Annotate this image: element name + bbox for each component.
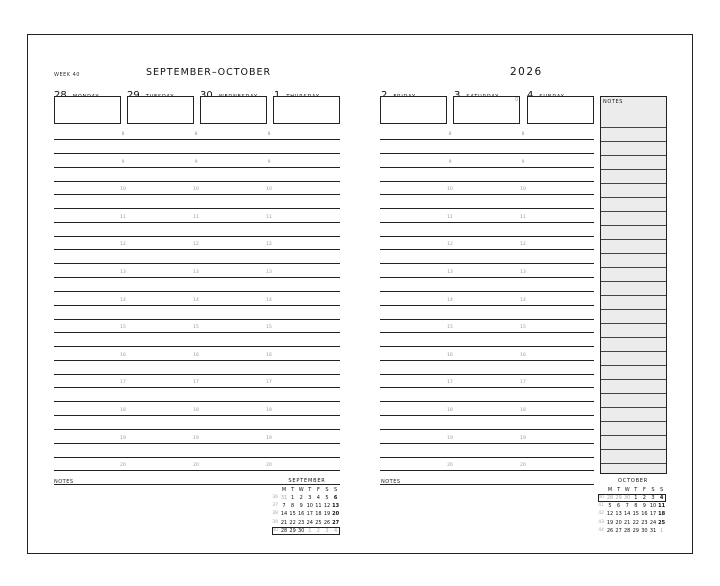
mini-calendar-day[interactable]: 1 [660,527,664,534]
right-hour-label: 10 [520,187,526,192]
right-hour-label: 20 [520,463,526,468]
notes-rule-line [601,295,666,296]
mini-calendar-day[interactable]: 4 [334,527,338,534]
hour-line [54,470,340,471]
week-label: WEEK 40 [54,72,80,78]
half-hour-line [54,374,340,375]
hour-line [380,277,594,278]
mini-calendar-day[interactable]: 14 [624,511,631,518]
left-hour-label: 20 [266,463,272,468]
mini-calendar-day[interactable]: 28 [606,495,614,501]
hour-line [380,387,594,388]
mini-calendar-weekday: F [316,487,320,493]
hour-line [380,167,594,168]
mini-calendar-day[interactable]: 4 [316,495,320,501]
hour-line [54,222,340,223]
mini-calendar-day[interactable]: 12 [323,503,331,510]
hour-line [380,139,594,140]
mini-calendar-october [598,478,668,538]
mini-calendar-day[interactable]: 27 [615,527,622,534]
half-hour-line [380,484,594,485]
notes-rule-line [601,239,666,240]
day-box-saturday[interactable] [453,96,520,124]
notes-rule-line [601,309,666,310]
notes-rule-line [601,421,666,422]
half-hour-line [54,457,340,458]
mini-calendar-day[interactable]: 3 [651,495,655,501]
half-hour-line [380,401,594,402]
half-hour-line [54,153,340,154]
left-hour-label: 18 [193,408,199,413]
mini-calendar-weekday: W [298,487,304,493]
half-hour-line [380,181,594,182]
notes-rule-line [601,379,666,380]
notes-rule-line [601,155,666,156]
mini-calendar-day[interactable]: 6 [617,503,621,510]
half-hour-line [54,181,340,182]
notes-label-left: NOTES [54,479,74,485]
notes-column-title: NOTES [603,99,624,105]
mini-calendar-day[interactable]: 2 [642,495,646,501]
notes-rule-line [601,337,666,338]
mini-calendar-day[interactable]: 5 [325,495,329,501]
mini-calendar-day[interactable]: 10 [649,503,657,510]
left-hour-label: 9 [267,160,271,165]
hour-line [54,305,340,306]
mini-calendar-weekday: S [651,487,655,493]
mini-calendar-week-number: 36 [272,495,278,500]
half-hour-line [380,208,594,209]
left-hour-label: 16 [193,353,199,358]
half-hour-line [380,153,594,154]
mini-calendar-day[interactable]: 14 [280,511,288,518]
mini-calendar-day[interactable]: 5 [608,503,612,510]
day-box-sunday[interactable] [527,96,594,124]
right-hour-label: 13 [447,270,453,275]
hour-line [380,470,594,471]
mini-calendar-day[interactable]: 25 [658,519,666,526]
mini-calendar-day[interactable]: 1 [308,527,312,534]
left-hour-label: 8 [267,132,271,137]
right-hour-label: 11 [520,215,526,220]
notes-rule-line [601,253,666,254]
mini-calendar-day[interactable]: 11 [315,503,322,510]
mini-calendar-day[interactable]: 7 [625,503,629,510]
current-week-highlight [272,527,340,535]
mini-calendar-day[interactable]: 16 [298,511,305,518]
mini-calendar-day[interactable]: 26 [606,527,614,534]
mini-calendar-day[interactable]: 15 [289,511,296,518]
month-range-title: SEPTEMBER–OCTOBER [146,67,272,78]
mini-calendar-day[interactable]: 18 [315,511,322,518]
left-hour-label: 16 [120,353,126,358]
right-hour-label: 14 [520,298,526,303]
half-hour-line [54,319,340,320]
mini-calendar-weekday: W [624,487,630,493]
mini-calendar-day[interactable]: 13 [332,503,340,510]
notes-rule-line [601,407,666,408]
mini-calendar-day[interactable]: 26 [323,519,331,526]
hour-line [380,415,594,416]
hour-line [54,360,340,361]
mini-calendar-day[interactable]: 28 [624,527,631,534]
mini-calendar-day[interactable]: 23 [641,519,648,526]
left-hour-label: 9 [194,160,198,165]
mini-calendar-day[interactable]: 9 [299,503,303,510]
left-hour-label: 20 [193,463,199,468]
mini-calendar-day[interactable]: 31 [649,527,657,534]
hour-line [380,332,594,333]
left-hour-label: 15 [120,325,126,330]
right-hour-label: 9 [521,160,525,165]
hour-line [380,443,594,444]
hour-line [54,139,340,140]
left-hour-label: 17 [120,380,126,385]
left-hour-label: 15 [193,325,199,330]
left-hour-label: 17 [193,380,199,385]
half-hour-line [380,236,594,237]
day-box-tuesday[interactable] [127,96,194,124]
notes-rule-line [601,351,666,352]
left-hour-label: 12 [120,242,126,247]
notes-rule-line [601,435,666,436]
left-hour-label: 17 [266,380,272,385]
hour-line [380,222,594,223]
half-hour-line [380,429,594,430]
half-hour-line [380,346,594,347]
hour-line [380,305,594,306]
mini-calendar-day[interactable]: 2 [299,495,303,501]
notes-rule-line [601,197,666,198]
mini-calendar-weekday: M [607,487,613,493]
half-hour-line [380,374,594,375]
half-hour-line [380,319,594,320]
right-hour-label: 8 [448,132,452,137]
mini-calendar-day[interactable]: 1 [291,495,295,501]
mini-calendar-week-number: 42 [598,511,604,517]
mini-calendar-weekday: M [281,487,287,493]
notes-rule-line [601,211,666,212]
mini-calendar-day[interactable]: 22 [289,519,296,526]
left-hour-label: 13 [266,270,272,275]
notes-rule-line [601,225,666,226]
mini-calendar-day[interactable]: 3 [325,527,329,534]
mini-calendar-day[interactable]: 21 [624,519,631,526]
right-hour-label: 20 [447,463,453,468]
notes-rule-line [601,463,666,464]
hour-line [54,415,340,416]
right-hour-label: 15 [447,325,453,330]
mini-calendar-week-number: 38 [272,511,278,517]
mini-calendar-weekday: S [325,487,329,493]
mini-calendar-day[interactable]: 29 [615,495,622,501]
mini-calendar-week-number: 37 [272,503,278,509]
right-hour-label: 17 [447,380,453,385]
mini-calendar-day[interactable]: 23 [298,519,305,526]
mini-calendar-day[interactable]: 7 [282,503,286,510]
mini-calendar-day[interactable]: 3 [308,495,312,501]
mini-calendar-weekday: T [634,487,638,493]
left-hour-label: 19 [266,436,272,441]
half-hour-line [54,401,340,402]
right-hour-label: 19 [447,436,453,441]
left-hour-label: 15 [266,325,272,330]
right-hour-label: 10 [447,187,453,192]
right-hour-label: 8 [521,132,525,137]
right-hour-label: 12 [520,242,526,247]
left-hour-label: 13 [120,270,126,275]
left-hour-label: 9 [121,160,125,165]
right-hour-label: 19 [520,436,526,441]
notes-rule-line [601,281,666,282]
half-hour-line [380,457,594,458]
right-hour-label: 15 [520,325,526,330]
mini-calendar-week-number: 41 [598,503,604,509]
notes-column[interactable] [600,96,667,474]
mini-calendar-week-number: 39 [272,519,278,525]
left-hour-label: 12 [193,242,199,247]
notes-rule-line [601,169,666,170]
mini-calendar-september [272,478,342,538]
hour-line [380,194,594,195]
day-box-friday[interactable] [380,96,447,124]
right-hour-label: 18 [447,408,453,413]
hour-line [380,249,594,250]
mini-calendar-day[interactable]: 6 [333,495,338,501]
mini-calendar-day[interactable]: 1 [634,495,638,501]
year-title: 2026 [510,66,543,78]
left-hour-label: 11 [120,215,126,220]
mini-calendar-weekday: T [308,487,312,493]
notes-rule-line [601,141,666,142]
mini-calendar-day[interactable]: 31 [280,495,288,501]
half-hour-line [380,291,594,292]
left-hour-label: 14 [193,298,199,303]
right-hour-label: 14 [447,298,453,303]
left-hour-label: 8 [194,132,198,137]
mini-calendar-day[interactable]: 19 [606,519,614,526]
hour-line [54,249,340,250]
half-hour-line [380,263,594,264]
mini-calendar-day[interactable]: 11 [658,503,666,510]
mini-calendar-day[interactable]: 10 [306,503,313,510]
hour-line [380,360,594,361]
left-hour-label: 11 [193,215,199,220]
mini-calendar-weekday: T [617,487,621,493]
mini-calendar-week-number: 43 [598,519,604,525]
left-hour-label: 14 [266,298,272,303]
mini-calendar-day[interactable]: 12 [606,511,614,518]
half-hour-line [54,236,340,237]
mini-calendar-day[interactable]: 21 [280,519,288,526]
half-hour-line [54,263,340,264]
half-hour-line [54,429,340,430]
right-hour-label: 16 [520,353,526,358]
half-hour-line [54,346,340,347]
mini-calendar-day[interactable]: 8 [634,503,638,510]
half-hour-line [54,208,340,209]
left-hour-label: 19 [120,436,126,441]
mini-calendar-day[interactable]: 19 [323,511,331,518]
left-hour-label: 20 [120,463,126,468]
mini-calendar-day[interactable]: 20 [332,511,340,518]
left-hour-label: 10 [120,187,126,192]
mini-calendar-weekday: F [642,487,646,493]
mini-calendar-day[interactable]: 9 [642,503,646,510]
mini-calendar-day[interactable]: 17 [306,511,313,518]
current-week-highlight [598,494,666,502]
day-box-thursday[interactable] [273,96,340,124]
day-box-monday[interactable] [54,96,121,124]
right-hour-label: 17 [520,380,526,385]
mini-calendar-day[interactable]: 2 [316,527,320,534]
hour-line [54,332,340,333]
mini-calendar-weekday: S [660,487,664,493]
mini-calendar-day[interactable]: 30 [624,495,631,501]
notes-rule-line [601,323,666,324]
left-hour-label: 18 [266,408,272,413]
mini-calendar-day[interactable]: 28 [280,527,288,534]
mini-calendar-day[interactable]: 25 [315,519,322,526]
left-hour-label: 14 [120,298,126,303]
left-hour-label: 16 [266,353,272,358]
left-hour-label: 19 [193,436,199,441]
right-hour-label: 18 [520,408,526,413]
mini-calendar-week-number: 44 [598,527,604,533]
right-hour-label: 9 [448,160,452,165]
right-hour-label: 12 [447,242,453,247]
mini-calendar-day[interactable]: 8 [291,503,295,510]
left-hour-label: 10 [266,187,272,192]
left-hour-label: 12 [266,242,272,247]
mini-calendar-day[interactable]: 13 [615,511,622,518]
mini-calendar-day[interactable]: 22 [632,519,639,526]
saturday-corner-mark: 0 [515,97,519,103]
hour-line [54,387,340,388]
notes-label-right: NOTES [381,479,401,485]
mini-calendar-day[interactable]: 29 [632,527,639,534]
mini-calendar-week-number: 40 [272,527,278,533]
mini-calendar-weekday: T [291,487,295,493]
notes-rule-line [601,393,666,394]
day-box-wednesday[interactable] [200,96,267,124]
mini-calendar-title: SEPTEMBER [288,478,326,484]
notes-rule-line [601,267,666,268]
hour-line [54,194,340,195]
notes-rule-line [601,449,666,450]
mini-calendar-title: OCTOBER [617,478,649,484]
mini-calendar-day[interactable]: 16 [641,511,648,518]
left-hour-label: 18 [120,408,126,413]
left-hour-label: 13 [193,270,199,275]
mini-calendar-week-number: 40 [598,495,604,500]
mini-calendar-day[interactable]: 29 [289,527,296,534]
right-hour-label: 11 [447,215,453,220]
notes-rule-line [601,183,666,184]
mini-calendar-day[interactable]: 18 [658,511,666,518]
left-hour-label: 10 [193,187,199,192]
notes-rule-line [601,365,666,366]
mini-calendar-day[interactable]: 17 [649,511,657,518]
mini-calendar-day[interactable]: 30 [298,527,305,534]
hour-line [54,167,340,168]
mini-calendar-day[interactable]: 15 [632,511,639,518]
hour-line [54,277,340,278]
mini-calendar-day[interactable]: 24 [306,519,313,526]
right-hour-label: 13 [520,270,526,275]
left-hour-label: 11 [266,215,272,220]
half-hour-line [54,291,340,292]
left-hour-label: 8 [121,132,125,137]
mini-calendar-day[interactable]: 27 [332,519,340,526]
mini-calendar-day[interactable]: 4 [659,495,664,501]
mini-calendar-day[interactable]: 30 [641,527,648,534]
mini-calendar-day[interactable]: 20 [615,519,622,526]
hour-line [54,443,340,444]
notes-rule-line [601,127,666,128]
mini-calendar-day[interactable]: 24 [649,519,657,526]
right-hour-label: 16 [447,353,453,358]
mini-calendar-weekday: S [334,487,338,493]
